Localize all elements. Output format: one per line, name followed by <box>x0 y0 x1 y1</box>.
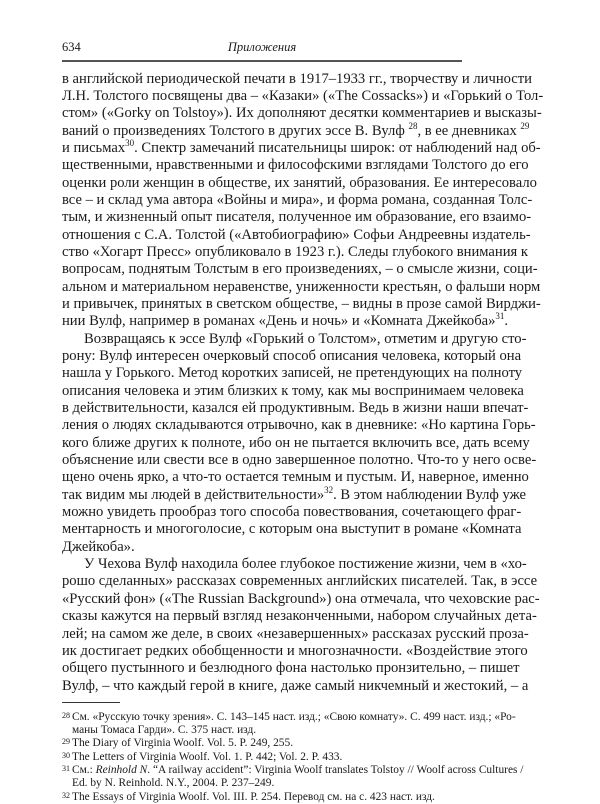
text-line: вопросам, поднятым Толстым в его произведениях, – о смысле жизни, соци- <box>62 261 538 278</box>
text-line: описания человека и этим близких к тому, как мы воспринимаем человека <box>62 382 524 399</box>
text-line: и привычек, принятых в светском обществе, – видны в прозе самой Вирджи- <box>62 295 541 312</box>
text-line: щественными, нравственными и философскими взглядами Толстого до его <box>62 157 529 174</box>
footnote-line: The Essays of Virginia Woolf. Vol. III. P. 254. Перевод см. на с. 423 наст. изд. <box>72 790 435 803</box>
book-page <box>62 40 544 804</box>
footnote-ref: 31 <box>495 311 505 322</box>
footnote-marker: 31 <box>62 764 70 774</box>
text-line: и письмах$^{30}$. Спектр замечаний писательницы широк: от наблюдений над об- <box>62 138 541 156</box>
footnote-marker: 32 <box>62 790 70 800</box>
footnote-line: См. «Русскую точку зрения». С. 143–145 наст. изд.; «Свою комнату». С. 499 наст. изд.; «Ро- <box>72 710 516 723</box>
footnote-line: The Diary of Virginia Woolf. Vol. 5. P. 249, 255. <box>72 737 294 750</box>
text-line: нашла у Горького. Метод коротких записей, не претендующих на полноту <box>62 365 523 382</box>
footnote-marker: 30 <box>62 750 70 760</box>
text-line: У Чехова Вулф находила более глубокое постижение жизни, чем в «хо- <box>84 556 527 573</box>
footnote-line: См.: Reinhold N. “A railway accident”: Virginia Woolf translates Tolstoy // Woolf across Cultures / <box>72 764 524 777</box>
footnote-29 <box>62 737 462 750</box>
text-line: объяснение или свести все в одно завершенное полотно. Что-то у него осве- <box>62 452 537 469</box>
text-line: ваний о произведениях Толстого в других эссе В. Вулф $^{28}$, в ее дневниках $^{29}$ <box>62 120 530 139</box>
text-line: ментарность и многоголосие, с которым она выступит в романе «Комната <box>62 521 522 538</box>
footnote-line: маны Томаса Гарди». С. 375 наст. изд. <box>72 724 257 737</box>
text-line: все – и склад ума автора «Войны и мира», и форма романа, созданная Толс- <box>62 191 533 208</box>
text-line: рону: Вулф интересен очерковый способ описания человека, который она <box>62 348 522 364</box>
text-line: Джейкоба». <box>62 538 135 555</box>
header-rule <box>62 60 462 62</box>
footnote-line: The Letters of Virginia Woolf. Vol. 1. P. 442; Vol. 2. P. 433. <box>72 750 343 763</box>
text-line: Л.Н. Толстого посвящены два – «Казаки» («The Cossacks») и «Горький о Тол- <box>62 87 544 104</box>
text-line: рошо сделанных» рассказах современных английских писателей. Так, в эссе <box>62 573 538 590</box>
footnote-30 <box>62 751 462 764</box>
text-line: лей; на самом же деле, в своих «незавершенных» рассказах русский проза- <box>62 625 529 642</box>
text-line: тым, и жизненный опыт писателя, полученное им образование, его взаимо- <box>62 209 532 226</box>
text-line: отношения с С.А. Толстой («Автобиографию» Софьи Андреевны издатель- <box>62 226 531 243</box>
text-line: сказы кажутся на первый взгляд незаконченными, набором случайных дета- <box>62 608 537 625</box>
text-line: ик достигает редких обобщенности и многозначности. «Воздействие этого <box>62 642 528 659</box>
text-line: альном и материальном неравенстве, униженности крестьян, о фальши норм <box>62 278 541 295</box>
text-line: стом» («Gorky on Tolstoy»). Их дополняют десятки комментариев и высказы- <box>62 105 542 122</box>
footnote-32 <box>62 791 462 804</box>
footnote-ref: 29 <box>520 120 530 131</box>
running-header <box>62 40 462 56</box>
text-line: ления о людях складываются отрывочно, как в дневнике: «Но картина Горь- <box>62 417 536 434</box>
text-line: щено очень ярко, а что-то остается темным и пустым. И, наверное, именно <box>62 469 529 486</box>
text-line: Вулф, – что каждый герой в книге, даже самый никчемный и жестокий, – а <box>62 677 529 694</box>
footnote-28 <box>62 710 516 738</box>
text-line: в английской периодической печати в 1917–1933 гг., творчеству и личности <box>62 70 532 87</box>
footnote-rule <box>62 702 120 703</box>
text-line: кого ближе других к полноте, ибо он не пытается включить все, дать всему <box>62 434 530 451</box>
text-line: так видим мы людей в действительности»$^{32}$. В этом наблюдении Вулф уже <box>62 484 526 503</box>
footnote-line: Ed. by N. Reinhold. N.Y., 2004. P. 237–249. <box>72 777 275 790</box>
footnote-ref: 30 <box>125 138 135 149</box>
body-text <box>62 70 544 695</box>
page-number: 634 <box>62 40 81 54</box>
text-line: общего пустынного и безлюдного фона настолько пронзительно, – пишет <box>62 660 520 677</box>
text-line: в действительности, казался ей продуктивным. Ведь в жизни наши впечат- <box>62 400 529 417</box>
footnote-marker: 28 <box>62 710 70 720</box>
text-line: можно увидеть прообраз того способа повествования, сочетающего фраг- <box>62 504 522 521</box>
text-line: «Русский фон» («The Russian Background») она отмечала, что чеховские рас- <box>62 590 540 607</box>
text-line: Возвращаясь к эссе Вулф «Горький о Толстом», отметим и другую сто- <box>84 330 527 347</box>
running-title: Приложения <box>227 40 297 54</box>
text-line: оценки роли женщин в обществе, их занятий, образования. Ее интересовало <box>62 174 537 191</box>
footnote-ref: 32 <box>324 484 334 495</box>
text-line: нии Вулф, например в романах «День и ночь» и «Комната Джейкоба»$^{31}$. <box>62 311 509 330</box>
footnote-31 <box>62 764 524 791</box>
footnote-ref: 28 <box>408 120 418 131</box>
footnote-marker: 29 <box>62 737 70 747</box>
text-line: ство «Хогарт Пресс» опубликовало в 1923 г.). Следы глубокого внимания к <box>62 243 528 260</box>
footnotes <box>62 710 524 804</box>
